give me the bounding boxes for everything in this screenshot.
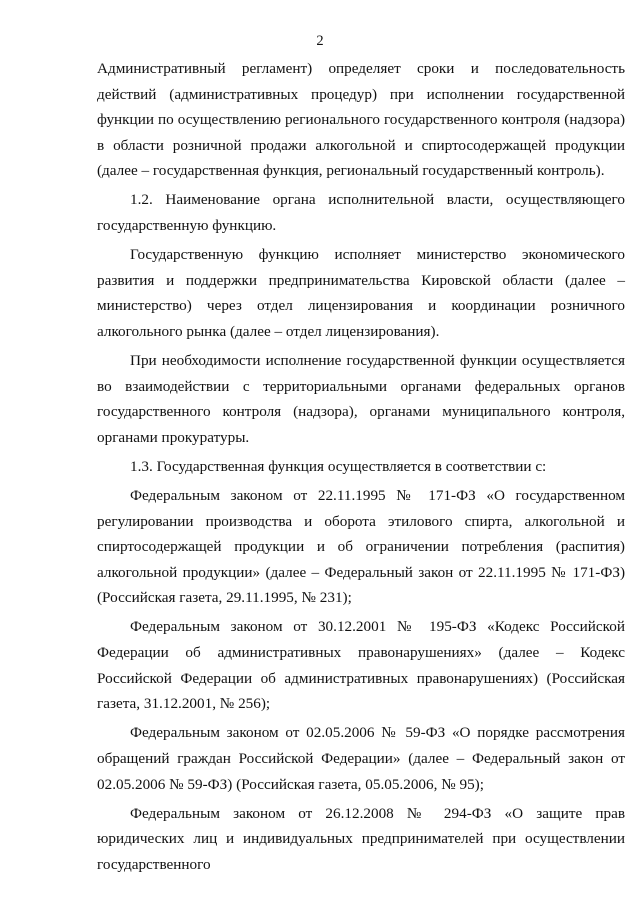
- paragraph-executing-ministry: Государственную функцию исполняет министерство экономического развития и поддержки предпринимательства Кировской области (далее – министерство) через отдел лицензирования и координации розничного алкогольного рынка (далее – отдел лицензирования).: [97, 246, 625, 340]
- paragraph-law-171-fz: Федеральным законом от 22.11.1995 № 171-ФЗ «О государственном регулировании производства и оборота этилового спирта, алкогольной и спиртосодержащей продукции и об ограничении потребления (распития) алкогольной продукции» (далее – Федеральный закон от 22.11.1995 № 171-ФЗ) (Российская газета, 29.11.1995, № 231);: [97, 487, 625, 607]
- paragraph-law-59-fz: Федеральным законом от 02.05.2006 № 59-ФЗ «О порядке рассмотрения обращений граждан Российской Федерации» (далее – Федеральный закон от 02.05.2006 № 59-ФЗ) (Российская газета, 05.05.2006, № 95);: [97, 724, 625, 793]
- page-number: 2: [316, 33, 324, 49]
- paragraph-law-294-fz: Федеральным законом от 26.12.2008 № 294-ФЗ «О защите прав юридических лиц и индивидуальных предпринимателей при осуществлении государственного: [97, 804, 625, 873]
- paragraph-section-1-2-heading: 1.2. Наименование органа исполнительной власти, осуществляющего государственную функцию.: [97, 191, 625, 235]
- paragraph-regulation-scope: Административный регламент) определяет сроки и последовательность действий (административных процедур) при исполнении государственной функции по осуществлению регионального государственного контроля (надзора) в области розничной продажи алкогольной и спиртосодержащей продукции (далее – государственная функция, региональный государственный контроль).: [97, 60, 625, 180]
- paragraph-law-195-fz: Федеральным законом от 30.12.2001 № 195-ФЗ «Кодекс Российской Федерации об административных правонарушениях» (далее – Кодекс Российской Федерации об административных правонарушениях) (Российская газета, 31.12.2001, № 256);: [97, 618, 625, 713]
- paragraph-section-1-3-heading: 1.3. Государственная функция осуществляется в соответствии с:: [130, 457, 547, 475]
- document-body: [97, 56, 625, 881]
- paragraph-interaction: При необходимости исполнение государственной функции осуществляется во взаимодействии с территориальными органами федеральных органов государственного контроля (надзора), органами муниципального контроля, органами прокуратуры.: [97, 352, 625, 446]
